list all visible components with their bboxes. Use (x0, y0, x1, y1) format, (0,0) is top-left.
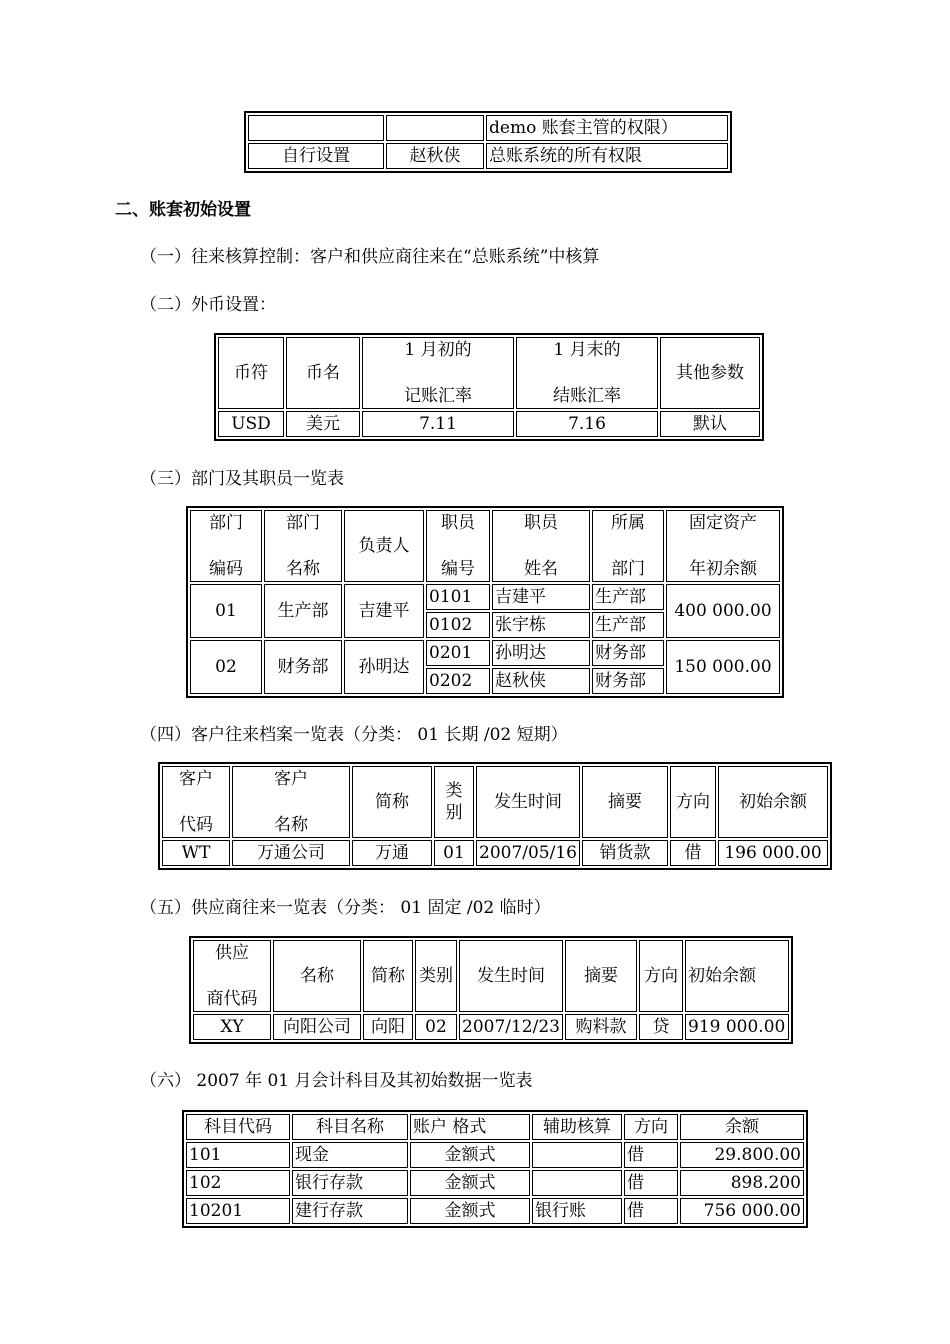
table-cell: 万通 (352, 840, 432, 866)
currency-table (214, 333, 764, 441)
header-cell: 固定资产 年初余额 (666, 510, 780, 582)
table-cell: 销货款 (582, 840, 668, 866)
table-cell: 美元 (286, 411, 360, 437)
table-cell: 默认 (660, 411, 760, 437)
department-table (186, 506, 784, 698)
table-cell: demo 账套主管的权限） (486, 115, 728, 141)
table-row (186, 1170, 804, 1196)
table-cell (532, 1142, 622, 1168)
header-cell: 名称 (273, 940, 361, 1012)
table-cell: 101 (186, 1142, 290, 1168)
table-cell (386, 115, 484, 141)
header-cell: 供应 商代码 (193, 940, 271, 1012)
header-cell: 负责人 (344, 510, 424, 582)
header-cell: 方向 (670, 766, 716, 838)
header-cell: 发生时间 (476, 766, 580, 838)
table-cell: 0201 (426, 640, 490, 666)
table-cell: 财务部 (592, 640, 664, 666)
table-cell: 银行存款 (292, 1170, 408, 1196)
table-header-row (190, 510, 780, 582)
table-cell: 金额式 (410, 1170, 530, 1196)
header-cell: 部门 编码 (190, 510, 262, 582)
table-cell: 财务部 (592, 668, 664, 694)
table-row (248, 115, 728, 141)
header-cell: 类 别 (434, 766, 474, 838)
paragraph-customers: （四）客户往来档案一览表（分类： 01 长期 /02 短期） (140, 725, 568, 745)
header-cell: 账户 格式 (410, 1114, 530, 1140)
header-cell: 方向 (639, 940, 683, 1012)
paragraph-suppliers: （五）供应商往来一览表（分类： 01 固定 /02 临时） (140, 898, 551, 918)
table-row (186, 1142, 804, 1168)
table-cell: 金额式 (410, 1142, 530, 1168)
header-cell: 初始余额 (685, 940, 789, 1012)
table-cell: 02 (190, 640, 262, 694)
paragraph-currency: （二）外币设置： (140, 295, 276, 315)
header-cell: 初始余额 (718, 766, 828, 838)
header-cell: 部门 名称 (264, 510, 342, 582)
table-cell: 金额式 (410, 1198, 530, 1224)
header-cell: 币名 (286, 337, 360, 409)
table-cell: 贷 (639, 1014, 683, 1040)
table-row (190, 640, 780, 666)
table-cell: 吉建平 (344, 584, 424, 638)
table-cell (532, 1170, 622, 1196)
table-row (186, 1198, 804, 1224)
supplier-table (189, 936, 793, 1044)
header-cell: 币符 (218, 337, 284, 409)
header-cell: 科目名称 (292, 1114, 408, 1140)
table-cell: 万通公司 (232, 840, 350, 866)
table-cell: 向阳 (363, 1014, 413, 1040)
table-cell: 898.200 (680, 1170, 804, 1196)
table-cell: 102 (186, 1170, 290, 1196)
table-cell: XY (193, 1014, 271, 1040)
table-cell: 现金 (292, 1142, 408, 1168)
table-header-row (218, 337, 760, 409)
table-row (193, 1014, 789, 1040)
header-cell: 客户 名称 (232, 766, 350, 838)
table-cell: 向阳公司 (273, 1014, 361, 1040)
header-cell: 简称 (352, 766, 432, 838)
table-cell: 自行设置 (248, 143, 384, 169)
header-cell: 简称 (363, 940, 413, 1012)
table-cell: 借 (670, 840, 716, 866)
table-row (248, 143, 728, 169)
header-cell: 职员 姓名 (492, 510, 590, 582)
table-cell: 2007/05/16 (476, 840, 580, 866)
table-header-row (162, 766, 828, 838)
header-cell: 余额 (680, 1114, 804, 1140)
table-cell: 196 000.00 (718, 840, 828, 866)
table-cell: 919 000.00 (685, 1014, 789, 1040)
header-cell: 类别 (415, 940, 457, 1012)
table-cell: 10201 (186, 1198, 290, 1224)
table-cell: USD (218, 411, 284, 437)
table-cell: 0102 (426, 612, 490, 638)
table-row (218, 411, 760, 437)
header-cell: 辅助核算 (532, 1114, 622, 1140)
header-cell: 摘要 (565, 940, 637, 1012)
table-cell: 02 (415, 1014, 457, 1040)
table-cell: 生产部 (592, 584, 664, 610)
table-cell: 赵秋侠 (492, 668, 590, 694)
permissions-table (244, 111, 732, 173)
table-cell: 生产部 (592, 612, 664, 638)
table-cell: 2007/12/23 (459, 1014, 563, 1040)
section-heading: 二、账套初始设置 (115, 200, 251, 220)
table-row (162, 840, 828, 866)
table-cell: 756 000.00 (680, 1198, 804, 1224)
table-cell: 借 (624, 1142, 678, 1168)
table-cell: 吉建平 (492, 584, 590, 610)
table-cell: 孙明达 (344, 640, 424, 694)
table-cell: 赵秋侠 (386, 143, 484, 169)
table-cell: 银行账 (532, 1198, 622, 1224)
table-cell: 7.16 (516, 411, 658, 437)
header-cell: 方向 (624, 1114, 678, 1140)
accounts-table (182, 1110, 808, 1228)
table-cell: 建行存款 (292, 1198, 408, 1224)
table-cell: 7.11 (362, 411, 514, 437)
table-cell: 150 000.00 (666, 640, 780, 694)
header-cell: 职员 编号 (426, 510, 490, 582)
table-cell: 0202 (426, 668, 490, 694)
header-cell: 1 月末的 结账汇率 (516, 337, 658, 409)
table-cell: 财务部 (264, 640, 342, 694)
paragraph-ar-control: （一）往来核算控制：客户和供应商往来在“总账系统”中核算 (140, 247, 600, 267)
paragraph-departments: （三）部门及其职员一览表 (140, 469, 344, 489)
table-cell: 0101 (426, 584, 490, 610)
table-cell: 01 (190, 584, 262, 638)
header-cell: 摘要 (582, 766, 668, 838)
table-cell: 孙明达 (492, 640, 590, 666)
customer-table (158, 762, 832, 870)
table-cell: 29.800.00 (680, 1142, 804, 1168)
table-cell: 购料款 (565, 1014, 637, 1040)
header-cell: 1 月初的 记账汇率 (362, 337, 514, 409)
header-cell: 其他参数 (660, 337, 760, 409)
table-header-row (186, 1114, 804, 1140)
table-cell: 借 (624, 1170, 678, 1196)
table-cell (248, 115, 384, 141)
table-row (190, 584, 780, 610)
header-cell: 客户 代码 (162, 766, 230, 838)
header-cell: 所属 部门 (592, 510, 664, 582)
table-cell: 借 (624, 1198, 678, 1224)
table-cell: 400 000.00 (666, 584, 780, 638)
table-cell: 张宇栋 (492, 612, 590, 638)
table-cell: WT (162, 840, 230, 866)
table-cell: 01 (434, 840, 474, 866)
header-cell: 发生时间 (459, 940, 563, 1012)
paragraph-accounts: （六） 2007 年 01 月会计科目及其初始数据一览表 (140, 1071, 533, 1091)
table-cell: 总账系统的所有权限 (486, 143, 728, 169)
table-header-row (193, 940, 789, 1012)
header-cell: 科目代码 (186, 1114, 290, 1140)
table-cell: 生产部 (264, 584, 342, 638)
